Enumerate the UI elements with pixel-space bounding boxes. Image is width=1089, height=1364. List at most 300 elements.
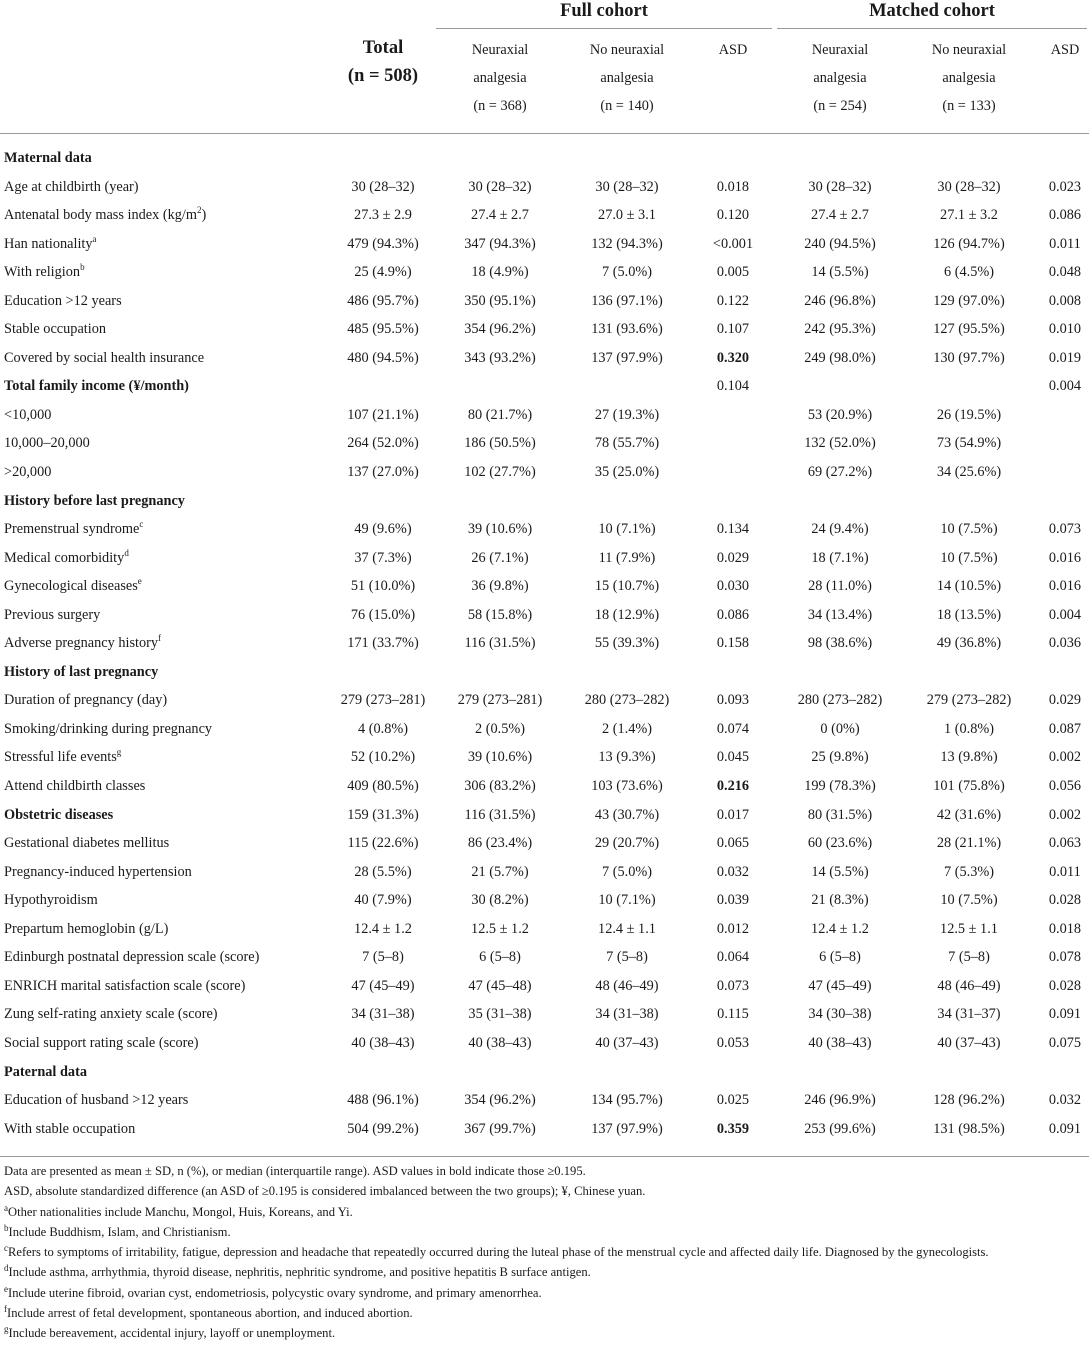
matched-neuraxial-cell: 132 (52.0%) [804, 435, 876, 452]
matched-no-neuraxial-cell: 12.5 ± 1.1 [940, 920, 998, 937]
full-asd-cell: 0.032 [716, 863, 750, 880]
row-label-text: With stable occupation [4, 1120, 136, 1137]
row-label-text: Covered by social health insurance [4, 349, 205, 366]
table-row [0, 344, 1089, 373]
matched-no-neuraxial-cell: 48 (46–49) [937, 977, 1001, 994]
full-neuraxial-cell: 347 (94.3%) [464, 235, 536, 252]
matched-no-neuraxial-cell: 10 (7.5%) [940, 521, 998, 538]
total-cell [318, 487, 448, 516]
row-label [4, 1029, 199, 1058]
row-label [4, 344, 204, 373]
footnote-marker: d [4, 1263, 9, 1274]
table-row [0, 829, 1089, 858]
full-asd-cell [697, 658, 769, 687]
footnote-marker: g [116, 747, 122, 758]
row-label-text: Attend childbirth classes [4, 778, 146, 795]
matched-neuraxial-cell: 24 (9.4%) [811, 521, 869, 538]
total-cell: 279 (273–281) [340, 692, 426, 709]
matched-neuraxial-cell: 60 (23.6%) [807, 835, 873, 852]
total-cell: 264 (52.0%) [347, 435, 419, 452]
full-no-neuraxial-cell: 10 (7.1%) [598, 892, 656, 909]
row-label [4, 315, 106, 344]
full-no-neuraxial-cell: 7 (5–8) [606, 949, 648, 966]
footnote-marker: b [4, 1222, 9, 1233]
matched-asd-cell [1040, 487, 1089, 516]
total-cell: 479 (94.3%) [347, 235, 419, 252]
total-cell: 488 (96.1%) [347, 1092, 419, 1109]
matched-neuraxial-cell: 6 (5–8) [819, 949, 861, 966]
table-row [0, 201, 1089, 230]
full-neuraxial-cell [435, 372, 565, 401]
full-no-neuraxial-cell [562, 144, 692, 173]
full-neuraxial-cell: 116 (31.5%) [464, 635, 536, 652]
row-label [4, 943, 259, 972]
matched-neuraxial-cell: 30 (28–32) [808, 178, 872, 195]
table-bottom-rule [0, 1156, 1089, 1157]
full-asd-cell: 0.012 [716, 920, 750, 937]
total-cell: 480 (94.5%) [347, 349, 419, 366]
matched-asd-cell: 0.087 [1048, 720, 1082, 737]
row-label [4, 258, 85, 287]
full-neuraxial-heading-3: (n = 368) [473, 98, 527, 114]
matched-neuraxial-cell: 47 (45–49) [808, 977, 872, 994]
matched-neuraxial-cell: 34 (13.4%) [807, 606, 873, 623]
full-no-neuraxial-cell: 18 (12.9%) [594, 606, 660, 623]
table-footnotes [4, 1161, 1086, 1344]
table-row [0, 972, 1089, 1001]
matched-no-neuraxial-cell: 28 (21.1%) [936, 835, 1002, 852]
total-cell: 485 (95.5%) [347, 321, 419, 338]
full-no-neuraxial-cell: 132 (94.3%) [591, 235, 663, 252]
row-label-text: Stressful life events [4, 749, 117, 766]
row-label-text: 10,000–20,000 [4, 435, 90, 452]
full-neuraxial-cell: 80 (21.7%) [467, 406, 533, 423]
full-neuraxial-cell: 279 (273–281) [457, 692, 543, 709]
row-label-text: Gynecological diseases [4, 578, 138, 595]
matched-no-neuraxial-cell: 34 (31–37) [937, 1006, 1001, 1023]
row-label [4, 629, 161, 658]
full-asd-cell: 0.216 [716, 778, 750, 795]
full-no-neuraxial-cell [562, 372, 692, 401]
matched-no-neuraxial-cell: 30 (28–32) [937, 178, 1001, 195]
full-asd-cell [697, 1058, 769, 1087]
matched-no-neuraxial-cell: 128 (96.2%) [933, 1092, 1005, 1109]
table-row [0, 515, 1089, 544]
row-label-text: Hypothyroidism [4, 892, 98, 909]
matched-neuraxial-cell: 12.4 ± 1.2 [811, 920, 869, 937]
row-label [4, 743, 121, 772]
table-row [0, 401, 1089, 430]
table-row [0, 1086, 1089, 1115]
full-asd-cell: 0.053 [716, 1034, 750, 1051]
matched-neuraxial-cell: 25 (9.8%) [811, 749, 869, 766]
full-neuraxial-cell: 102 (27.7%) [464, 464, 536, 481]
full-neuraxial-heading-1: Neuraxial [471, 42, 529, 58]
full-neuraxial-cell: 367 (99.7%) [464, 1120, 536, 1137]
matched-neuraxial-cell: 53 (20.9%) [807, 406, 873, 423]
footnote [4, 1323, 1086, 1343]
matched-asd-cell: 0.011 [1049, 235, 1081, 252]
full-no-neuraxial-cell: 29 (20.7%) [594, 835, 660, 852]
full-neuraxial-cell: 186 (50.5%) [464, 435, 536, 452]
row-label [4, 772, 145, 801]
matched-neuraxial-cell: 69 (27.2%) [807, 464, 873, 481]
matched-asd-cell: 0.002 [1048, 806, 1082, 823]
matched-cohort-rule [777, 28, 1087, 29]
matched-neuraxial-cell: 242 (95.3%) [804, 321, 876, 338]
row-label-text: History of last pregnancy [4, 663, 159, 680]
matched-neuraxial-cell: 240 (94.5%) [804, 235, 876, 252]
footnote-marker: g [4, 1324, 9, 1335]
table-row [0, 629, 1089, 658]
matched-no-neuraxial-cell [904, 1058, 1034, 1087]
total-cell: 171 (33.7%) [347, 635, 419, 652]
full-no-neuraxial-cell: 136 (97.1%) [591, 292, 663, 309]
row-label [4, 601, 100, 630]
row-label-text: Zung self-rating anxiety scale (score) [4, 1006, 218, 1023]
matched-neuraxial-cell [775, 1058, 905, 1087]
full-asd-cell: 0.107 [716, 321, 750, 338]
full-asd-cell: 0.086 [716, 606, 750, 623]
total-cell: 4 (0.8%) [357, 720, 409, 737]
matched-no-neuraxial-cell: 73 (54.9%) [936, 435, 1002, 452]
total-cell: 25 (4.9%) [354, 264, 412, 281]
full-asd-cell: 0.120 [716, 207, 750, 224]
full-asd-cell: 0.065 [716, 835, 750, 852]
matched-asd-cell: 0.019 [1048, 349, 1082, 366]
full-asd-cell [697, 144, 769, 173]
full-asd-cell [697, 458, 769, 487]
table-row [0, 772, 1089, 801]
matched-asd-cell: 0.011 [1049, 863, 1081, 880]
row-label-text: Age at childbirth (year) [4, 178, 139, 195]
row-label-text: Stable occupation [4, 321, 107, 338]
full-asd-cell [697, 401, 769, 430]
matched-asd-cell [1040, 429, 1089, 458]
matched-no-neuraxial-cell: 279 (273–282) [926, 692, 1012, 709]
full-neuraxial-cell: 18 (4.9%) [471, 264, 529, 281]
matched-neuraxial-cell: 18 (7.1%) [811, 549, 869, 566]
matched-neuraxial-cell: 249 (98.0%) [804, 349, 876, 366]
full-asd-cell: 0.030 [716, 578, 750, 595]
full-asd-cell: 0.359 [716, 1120, 750, 1137]
total-cell: 115 (22.6%) [347, 835, 419, 852]
total-cell: 34 (31–38) [351, 1006, 415, 1023]
row-label [4, 173, 139, 202]
table-row [0, 315, 1089, 344]
full-asd-cell: <0.001 [712, 235, 754, 252]
full-neuraxial-cell: 6 (5–8) [479, 949, 521, 966]
full-neuraxial-heading-2: analgesia [473, 70, 527, 86]
full-asd-cell: 0.018 [716, 178, 750, 195]
matched-asd-cell: 0.063 [1048, 835, 1082, 852]
section-row [0, 801, 1089, 830]
full-asd-cell: 0.134 [716, 521, 750, 538]
row-label [4, 1058, 87, 1087]
matched-neuraxial-cell: 80 (31.5%) [807, 806, 873, 823]
full-no-neuraxial-cell: 12.4 ± 1.1 [598, 920, 656, 937]
matched-asd-cell [1040, 458, 1089, 487]
full-neuraxial-cell: 21 (5.7%) [471, 863, 529, 880]
full-neuraxial-cell: 35 (31–38) [468, 1006, 532, 1023]
total-cell: 40 (7.9%) [354, 892, 412, 909]
row-label-text: Education of husband >12 years [4, 1092, 189, 1109]
matched-asd-cell: 0.032 [1048, 1092, 1082, 1109]
row-label-text: Edinburgh postnatal depression scale (score) [4, 949, 260, 966]
matched-neuraxial-cell: 34 (30–38) [808, 1006, 872, 1023]
footnote-marker: e [4, 1283, 8, 1294]
matched-no-neuraxial-cell: 126 (94.7%) [933, 235, 1005, 252]
matched-no-neuraxial-cell: 129 (97.0%) [933, 292, 1005, 309]
table-row [0, 458, 1089, 487]
matched-asd-cell: 0.010 [1048, 321, 1082, 338]
total-cell [318, 658, 448, 687]
full-no-neuraxial-cell: 10 (7.1%) [598, 521, 656, 538]
row-label [4, 144, 92, 173]
matched-neuraxial-cell [775, 487, 905, 516]
footnote-marker: e [137, 576, 142, 587]
full-asd-cell: 0.039 [716, 892, 750, 909]
full-asd-cell: 0.074 [716, 720, 750, 737]
matched-asd-cell [1040, 401, 1089, 430]
footnote-text: Include asthma, arrhythmia, thyroid disease, nephritis, nephritic syndrome, and positive hepatitis B surface antigen. [8, 1265, 591, 1280]
total-cell: 27.3 ± 2.9 [354, 207, 412, 224]
matched-neuraxial-cell: 0 (0%) [820, 720, 860, 737]
matched-asd-cell: 0.008 [1048, 292, 1082, 309]
row-label [4, 915, 168, 944]
full-neuraxial-cell: 86 (23.4%) [467, 835, 533, 852]
full-asd-cell: 0.093 [716, 692, 750, 709]
matched-asd-cell: 0.002 [1048, 749, 1082, 766]
matched-neuraxial-cell: 28 (11.0%) [808, 578, 872, 595]
footnote-marker: 2 [196, 205, 202, 216]
full-asd-cell: 0.017 [716, 806, 750, 823]
footnote-text: Include uterine fibroid, ovarian cyst, endometriosis, polycystic ovary syndrome, and primary amenorrhea. [8, 1285, 542, 1300]
total-cell: 76 (15.0%) [350, 606, 416, 623]
matched-no-neuraxial-cell: 42 (31.6%) [936, 806, 1002, 823]
full-no-neuraxial-cell: 30 (28–32) [595, 178, 659, 195]
full-neuraxial-cell: 30 (28–32) [468, 178, 532, 195]
full-asd-cell: 0.104 [716, 378, 750, 395]
full-asd-cell [697, 429, 769, 458]
full-neuraxial-cell: 39 (10.6%) [467, 521, 533, 538]
footnote-marker: c [4, 1243, 8, 1253]
row-label [4, 801, 113, 830]
row-label [4, 458, 51, 487]
full-no-neuraxial-heading-3: (n = 140) [600, 98, 654, 114]
row-label-text: History before last pregnancy [4, 492, 185, 509]
row-label-text: Gestational diabetes mellitus [4, 835, 170, 852]
total-cell: 504 (99.2%) [347, 1120, 419, 1137]
matched-asd-cell [1040, 1058, 1089, 1087]
matched-asd-cell: 0.004 [1048, 378, 1082, 395]
full-no-neuraxial-cell: 137 (97.9%) [591, 349, 663, 366]
matched-no-neuraxial-cell [904, 144, 1034, 173]
row-label-text: Han nationality [4, 235, 93, 252]
matched-neuraxial-cell: 40 (38–43) [808, 1034, 872, 1051]
full-neuraxial-cell: 354 (96.2%) [464, 1092, 536, 1109]
row-label-text: Medical comorbidity [4, 549, 125, 566]
full-no-neuraxial-cell: 131 (93.6%) [591, 321, 663, 338]
row-label-text: Education >12 years [4, 292, 122, 309]
row-label-text: Obstetric diseases [4, 806, 114, 823]
row-label [4, 686, 167, 715]
full-neuraxial-cell: 306 (83.2%) [464, 778, 536, 795]
full-neuraxial-cell: 36 (9.8%) [471, 578, 529, 595]
total-cell: 137 (27.0%) [347, 464, 419, 481]
full-neuraxial-cell: 30 (8.2%) [471, 892, 529, 909]
matched-asd-cell [1040, 144, 1089, 173]
full-no-neuraxial-cell: 137 (97.9%) [591, 1120, 663, 1137]
matched-no-neuraxial-cell: 127 (95.5%) [933, 321, 1005, 338]
footnote-marker: c [139, 519, 144, 530]
full-no-neuraxial-cell: 280 (273–282) [584, 692, 670, 709]
table-row [0, 1115, 1089, 1144]
full-cohort-rule [436, 28, 772, 29]
table-body [0, 144, 1089, 1143]
full-no-neuraxial-cell: 55 (39.3%) [594, 635, 660, 652]
matched-no-neuraxial-cell: 101 (75.8%) [933, 778, 1005, 795]
matched-no-neuraxial-cell: 14 (10.5%) [936, 578, 1002, 595]
full-asd-cell: 0.122 [716, 292, 750, 309]
matched-asd-cell: 0.016 [1048, 549, 1082, 566]
table-row [0, 601, 1089, 630]
row-label [4, 858, 192, 887]
matched-neuraxial-heading-1: Neuraxial [811, 42, 869, 58]
full-neuraxial-cell [435, 658, 565, 687]
row-label-text: ENRICH marital satisfaction scale (score) [4, 977, 246, 994]
full-asd-cell: 0.029 [716, 549, 750, 566]
matched-asd-cell: 0.086 [1048, 207, 1082, 224]
matched-neuraxial-cell: 246 (96.9%) [804, 1092, 876, 1109]
full-no-neuraxial-heading-1: No neuraxial [589, 42, 665, 58]
total-n-heading: (n = 508) [347, 66, 419, 86]
total-cell: 30 (28–32) [351, 178, 415, 195]
matched-no-neuraxial-cell: 40 (37–43) [937, 1034, 1001, 1051]
matched-asd-cell: 0.016 [1048, 578, 1082, 595]
total-heading: Total [362, 38, 404, 58]
total-cell: 107 (21.1%) [347, 406, 419, 423]
full-no-neuraxial-cell [562, 487, 692, 516]
matched-neuraxial-cell: 27.4 ± 2.7 [811, 207, 869, 224]
total-cell [318, 1058, 448, 1087]
full-no-neuraxial-cell: 40 (37–43) [595, 1034, 659, 1051]
full-neuraxial-cell [435, 487, 565, 516]
footnote-text: Other nationalities include Manchu, Mongol, Huis, Koreans, and Yi. [8, 1204, 353, 1219]
matched-neuraxial-cell: 98 (38.6%) [807, 635, 873, 652]
total-cell [318, 144, 448, 173]
row-label-text: Antenatal body mass index (kg/m [4, 207, 197, 224]
matched-no-neuraxial-cell: 6 (4.5%) [943, 264, 995, 281]
full-neuraxial-cell: 27.4 ± 2.7 [471, 207, 529, 224]
row-label-text: Total family income (¥/month) [4, 378, 189, 395]
footnote [4, 1181, 1086, 1201]
row-label-text: With religion [4, 264, 81, 281]
full-neuraxial-cell: 116 (31.5%) [464, 806, 536, 823]
matched-asd-heading: ASD [1050, 42, 1080, 58]
footnote-marker: b [80, 262, 85, 273]
section-row [0, 487, 1089, 516]
matched-no-neuraxial-heading-1: No neuraxial [931, 42, 1007, 58]
total-cell: 47 (45–49) [351, 977, 415, 994]
matched-no-neuraxial-cell [904, 487, 1034, 516]
matched-neuraxial-cell [775, 658, 905, 687]
table-row [0, 743, 1089, 772]
table-row [0, 1029, 1089, 1058]
full-neuraxial-cell [435, 144, 565, 173]
full-neuraxial-cell: 354 (96.2%) [464, 321, 536, 338]
full-no-neuraxial-cell: 27 (19.3%) [594, 406, 660, 423]
full-neuraxial-cell: 12.5 ± 1.2 [471, 920, 529, 937]
matched-neuraxial-cell: 199 (78.3%) [804, 778, 876, 795]
full-neuraxial-cell: 343 (93.2%) [464, 349, 536, 366]
row-label-text: Prepartum hemoglobin (g/L) [4, 920, 169, 937]
full-neuraxial-cell: 58 (15.8%) [467, 606, 533, 623]
row-label-text: Pregnancy-induced hypertension [4, 863, 192, 880]
matched-neuraxial-cell [775, 372, 905, 401]
table-row [0, 886, 1089, 915]
matched-asd-cell: 0.028 [1048, 892, 1082, 909]
full-asd-cell: 0.064 [716, 949, 750, 966]
full-no-neuraxial-cell: 27.0 ± 3.1 [598, 207, 656, 224]
full-no-neuraxial-cell [562, 1058, 692, 1087]
total-cell: 486 (95.7%) [347, 292, 419, 309]
footnote [4, 1283, 1086, 1303]
row-label [4, 1115, 135, 1144]
matched-no-neuraxial-cell: 49 (36.8%) [936, 635, 1002, 652]
full-no-neuraxial-cell: 7 (5.0%) [601, 264, 653, 281]
matched-neuraxial-cell: 253 (99.6%) [804, 1120, 876, 1137]
full-neuraxial-cell: 26 (7.1%) [471, 549, 529, 566]
full-no-neuraxial-heading-2: analgesia [600, 70, 654, 86]
row-label [4, 829, 169, 858]
row-label-text: Social support rating scale (score) [4, 1034, 199, 1051]
total-cell: 52 (10.2%) [350, 749, 416, 766]
row-label-text: Maternal data [4, 150, 92, 166]
matched-cohort-heading: Matched cohort [869, 1, 995, 21]
full-no-neuraxial-cell: 103 (73.6%) [591, 778, 663, 795]
footnote-marker: f [4, 1303, 7, 1314]
table-row [0, 715, 1089, 744]
full-asd-cell: 0.073 [716, 977, 750, 994]
matched-no-neuraxial-cell: 7 (5–8) [948, 949, 990, 966]
full-asd-cell: 0.005 [716, 264, 750, 281]
full-asd-cell: 0.320 [716, 349, 750, 366]
full-no-neuraxial-cell [562, 658, 692, 687]
total-cell: 12.4 ± 1.2 [354, 920, 412, 937]
header-bottom-rule [0, 133, 1089, 134]
row-label [4, 487, 185, 516]
row-label [4, 572, 142, 601]
matched-asd-cell: 0.078 [1048, 949, 1082, 966]
matched-no-neuraxial-cell: 10 (7.5%) [940, 892, 998, 909]
footnote-text: ASD, absolute standardized difference (an ASD of ≥0.195 is considered imbalanced between the two groups); ¥, Chinese yuan. [4, 1184, 646, 1199]
full-asd-cell: 0.115 [717, 1006, 749, 1023]
matched-neuraxial-cell: 21 (8.3%) [811, 892, 869, 909]
full-neuraxial-cell: 40 (38–43) [468, 1034, 532, 1051]
row-label [4, 201, 206, 230]
matched-no-neuraxial-cell: 1 (0.8%) [943, 720, 995, 737]
full-no-neuraxial-cell: 78 (55.7%) [594, 435, 660, 452]
row-label [4, 715, 212, 744]
footnote-marker: a [4, 1202, 8, 1213]
row-label [4, 287, 122, 316]
table-row [0, 544, 1089, 573]
table-row [0, 230, 1089, 259]
table-row [0, 686, 1089, 715]
full-no-neuraxial-cell: 48 (46–49) [595, 977, 659, 994]
footnote-text: Refers to symptoms of irritability, fatigue, depression and headache that repeatedly occurred during the luteal phase of the menstrual cycle and affected daily life. Diagnosed by the gynecologists. [8, 1245, 989, 1260]
